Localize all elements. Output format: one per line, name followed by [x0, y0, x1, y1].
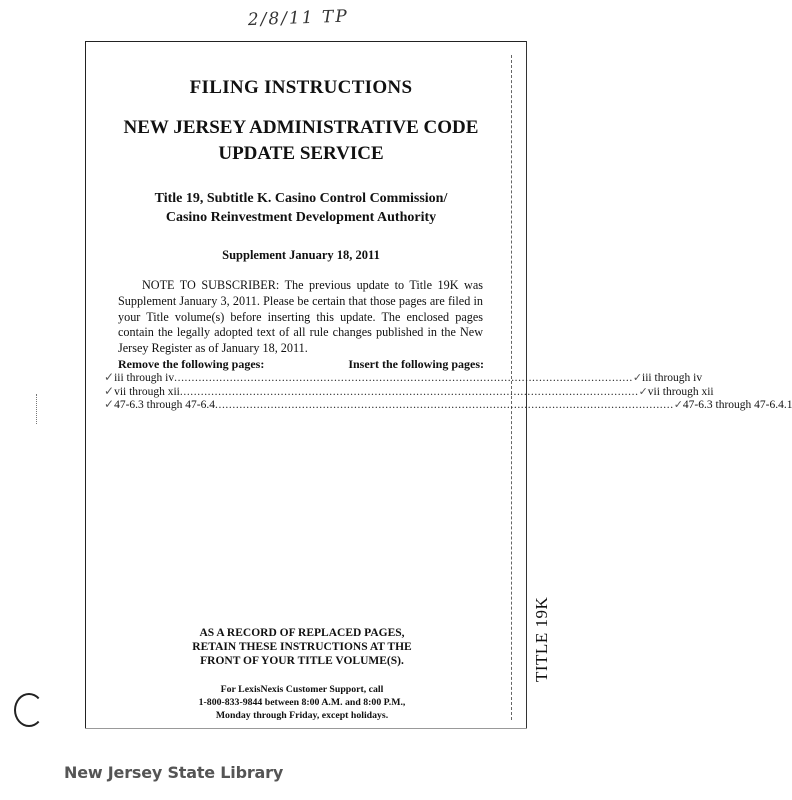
binder-ring-icon: [14, 693, 44, 727]
document-title: FILING INSTRUCTIONS: [189, 77, 413, 98]
support-line-1: For LexisNexis Customer Support, call: [220, 684, 384, 695]
checkmark-icon: ✓: [104, 383, 115, 398]
frame-bottom-border: [85, 728, 527, 729]
remove-pages: 47-6.3 through 47-6.4: [114, 399, 215, 411]
library-stamp: New Jersey State Library: [64, 763, 284, 782]
retain-line-2: RETAIN THESE INSTRUCTIONS AT THE: [192, 641, 412, 653]
customer-support: [150, 683, 454, 722]
table-row: [104, 383, 714, 398]
checkmark-icon: ✓: [673, 399, 683, 411]
leader-dots: ....................................................................................................................................: [215, 399, 674, 411]
title-tab-label: TITLE 19K: [532, 596, 551, 682]
handwritten-date-note: 2/8/11 TP: [247, 6, 350, 31]
title-block-line-2: Casino Reinvestment Development Authority: [165, 210, 437, 225]
leader-dots: ....................................................................................................................................: [179, 385, 639, 398]
remove-pages: vii through xii: [114, 385, 180, 398]
subtitle-line-1: NEW JERSEY ADMINISTRATIVE CODE: [123, 117, 479, 138]
support-line-2: 1-800-833-9844 between 8:00 A.M. and 8:00 P.M.,: [198, 697, 406, 708]
insert-pages: 47-6.3 through 47-6.4.1: [682, 399, 792, 411]
support-line-3: Monday through Friday, except holidays.: [215, 710, 389, 721]
remove-pages: iii through iv: [114, 372, 175, 384]
leader-dots: ....................................................................................................................................: [174, 372, 633, 384]
pages-table: [104, 370, 792, 411]
title-block: [92, 189, 510, 227]
retain-line-3: FRONT OF YOUR TITLE VOLUME(S).: [200, 655, 404, 667]
retain-line-1: AS A RECORD OF REPLACED PAGES,: [199, 627, 405, 639]
title-block-line-1: Title 19, Subtitle K. Casino Control Commission/: [154, 191, 448, 206]
insert-pages: iii through iv: [642, 372, 703, 384]
checkmark-icon: ✓: [104, 397, 115, 411]
frame-top-border: [85, 41, 527, 42]
checkmark-icon: ✓: [632, 372, 643, 384]
checkmark-icon: ✓: [104, 370, 115, 384]
document-subtitle: [92, 115, 510, 167]
insert-pages: vii through xii: [647, 385, 714, 398]
table-row: [104, 370, 703, 384]
supplement-date: Supplement January 18, 2011: [222, 248, 380, 262]
scan-mark: [36, 394, 43, 424]
table-row: [104, 397, 792, 411]
remove-header: Remove the following pages:: [118, 357, 265, 371]
insert-header: Insert the following pages:: [348, 357, 484, 371]
retain-instructions: [150, 626, 454, 668]
subtitle-line-2: UPDATE SERVICE: [218, 143, 384, 164]
frame-left-border: [85, 41, 86, 729]
checkmark-icon: ✓: [638, 385, 648, 398]
subscriber-note: NOTE TO SUBSCRIBER: The previous update to Title 19K was Supplement January 3, 2011. Please be certain that those pages are filed in your Title volume(s) before inserting this update. The enclosed pages contain the legally adopted text of all rule changes published in the New Jersey Register as of January 18, 2011.: [118, 278, 483, 356]
